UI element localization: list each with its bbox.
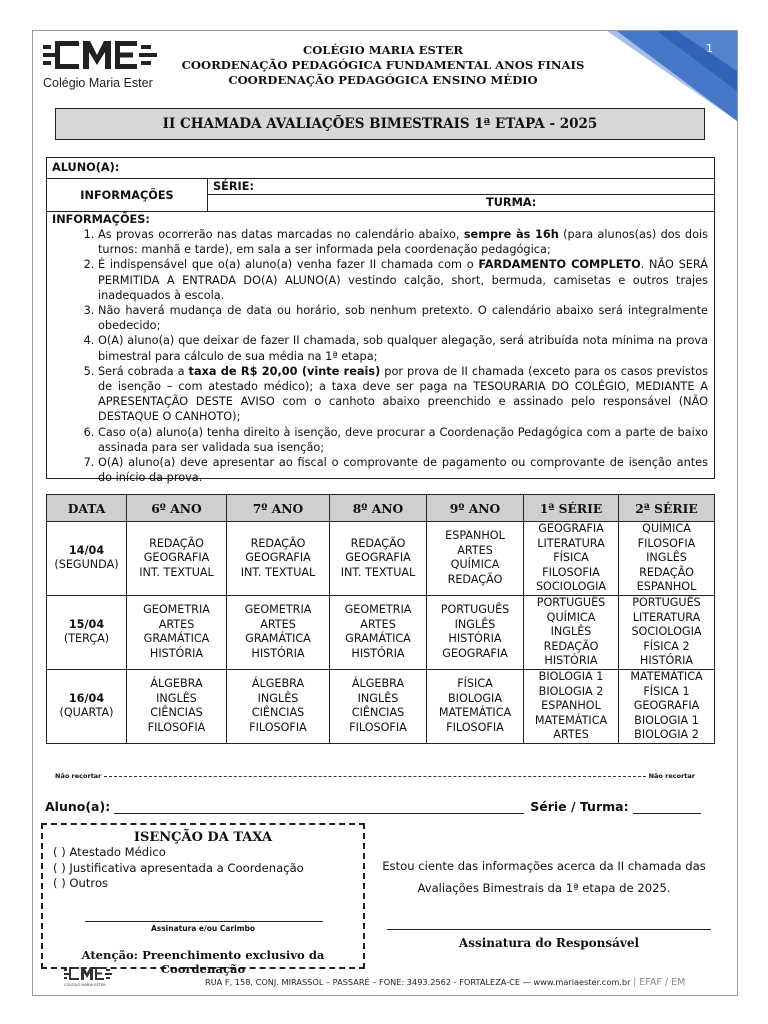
cut-label-right: Não recortar: [648, 772, 695, 780]
info-item: [98, 227, 708, 257]
isencao-option-outros[interactable]: ( ) Outros: [53, 876, 109, 890]
page-number: 1: [706, 42, 713, 55]
schedule-subjects-cell: GEOMETRIA ARTES GRAMÁTICA HISTÓRIA: [227, 595, 330, 669]
stub-aluno-input[interactable]: [114, 802, 524, 814]
document-page: [32, 30, 738, 996]
schedule-row: [47, 595, 715, 669]
info-item-text: Caso o(a) aluno(a) tenha direito à isenção, deve procurar a Coordenação Pedagógica com a parte de baixo assinada para ser validada sua isenção;: [98, 425, 708, 454]
info-item-text: Será cobrada a: [98, 364, 189, 378]
schedule-header-cell: 7º ANO: [227, 495, 330, 522]
responsavel-signature-label: Assinatura do Responsável: [458, 936, 640, 950]
schedule-subjects-cell: ÁLGEBRA INGLÊS CIÊNCIAS FILOSOFIA: [127, 669, 227, 743]
cut-dashes: [104, 776, 645, 777]
schedule-date: 16/04: [68, 691, 105, 705]
info-item-text: O(A) aluno(a) deve apresentar ao fiscal o comprovante de pagamento ou comprovante de isenção antes do início da prova.: [98, 456, 708, 485]
cut-label-left: Não recortar: [55, 772, 102, 780]
ciente-line-2: Avaliações Bimestrais da 1ª etapa de 2025.: [417, 881, 671, 895]
info-item-emphasis: taxa de R$ 20,00 (vinte reais): [188, 364, 381, 378]
schedule-subjects-cell: MATEMÁTICA FÍSICA 1 GEOGRAFIA BIOLOGIA 1 BIOLOGIA 2: [619, 669, 715, 743]
document-header: [163, 43, 603, 87]
schedule-date-cell: [47, 522, 127, 596]
schedule-header-row: [47, 495, 715, 522]
info-item-text: . NÃO SERÁ PERMITIDA A ENTRADA DO(A) ALUNO(A) vestindo calção, short, bermuda, camisetas e outros trajes inadequados à escola.: [98, 258, 709, 302]
isencao-signature-label: Assinatura e/ou Carimbo: [150, 924, 256, 933]
schedule-subjects-cell: QUÍMICA FILOSOFIA INGLÊS REDAÇÃO ESPANHOL: [619, 522, 715, 596]
schedule-header-cell: 2ª SÉRIE: [619, 495, 715, 522]
footer-logo: [63, 967, 113, 987]
schedule-subjects-cell: BIOLOGIA 1 BIOLOGIA 2 ESPANHOL MATEMÁTICA ARTES: [524, 669, 619, 743]
schedule-row: [47, 522, 715, 596]
info-item: [98, 257, 708, 303]
header-line-1: COLÉGIO MARIA ESTER: [302, 43, 463, 57]
schedule-subjects-cell: GEOMETRIA ARTES GRAMÁTICA HISTÓRIA: [127, 595, 227, 669]
info-item-text: por prova de II chamada (exceto para os casos previstos de isenção – com atestado médico); a taxa deve ser paga na TESOURARIA DO COLÉGIO, MEDIANTE A APRESENTAÇÃO DESTE AVISO com o canhoto abaixo preenchido e assinado pelo responsável (NÃO DESTAQUE O CANHOTO);: [98, 364, 709, 424]
schedule-subjects-cell: ÁLGEBRA INGLÊS CIÊNCIAS FILOSOFIA: [227, 669, 330, 743]
footer-tag: | EFAF / EM: [633, 977, 686, 988]
isencao-signature-line[interactable]: [85, 921, 323, 922]
informacoes-label: INFORMAÇÕES: [47, 179, 208, 211]
serie-field[interactable]: SÉRIE:: [208, 179, 714, 195]
student-info-box: [46, 157, 715, 485]
info-item-text: (para alunos(as) dos dois turnos: manhã e tarde), em sala a ser informada pela coordenação pedagógica;: [98, 228, 709, 257]
info-heading: INFORMAÇÕES:: [52, 213, 150, 226]
schedule-header-cell: 9º ANO: [427, 495, 524, 522]
isencao-option-atestado[interactable]: ( ) Atestado Médico: [53, 845, 166, 859]
isencao-box: [41, 823, 365, 976]
info-item-emphasis: sempre às 16h: [463, 228, 559, 241]
info-item-emphasis: FARDAMENTO COMPLETO: [478, 258, 641, 272]
isencao-option-justificativa[interactable]: ( ) Justificativa apresentada a Coordenação: [53, 860, 304, 875]
turma-field[interactable]: TURMA:: [486, 196, 537, 209]
schedule-subjects-cell: PORTUGUÊS INGLÊS HISTÓRIA GEOGRAFIA: [427, 595, 524, 669]
document-title: II CHAMADA AVALIAÇÕES BIMESTRAIS 1ª ETAPA - 2025: [55, 108, 705, 140]
info-item: [98, 364, 708, 425]
schedule-header-cell: 6º ANO: [127, 495, 227, 522]
cut-line: [55, 772, 695, 780]
schedule-weekday: (QUARTA): [59, 706, 114, 720]
info-item: [98, 455, 708, 485]
schedule-subjects-cell: GEOGRAFIA LITERATURA FÍSICA FILOSOFIA SOCIOLOGIA: [524, 522, 619, 596]
schedule-header-cell: DATA: [47, 495, 127, 522]
info-item-text: É indispensável que o(a) aluno(a) venha fazer II chamada com o: [98, 258, 479, 272]
schedule-weekday: (SEGUNDA): [54, 558, 119, 572]
header-line-2: COORDENAÇÃO PEDAGÓGICA FUNDAMENTAL ANOS FINAIS: [181, 57, 585, 72]
schedule-subjects-cell: ESPANHOL ARTES QUÍMICA REDAÇÃO: [427, 522, 524, 596]
schedule-weekday: (TERÇA): [63, 632, 110, 646]
schedule-date: 15/04: [68, 617, 105, 631]
stub-student-line: [45, 799, 725, 814]
header-line-3: COORDENAÇÃO PEDAGÓGICA ENSINO MÉDIO: [228, 72, 538, 87]
footer-address: RUA F, 158, CONJ. MIRASSOL – PASSARÉ – FONE: 3493.2562 - FORTALEZA-CE — www.mariaester.com.br: [205, 977, 631, 987]
info-item: [98, 425, 708, 455]
exam-schedule-table: [46, 494, 715, 744]
schedule-subjects-cell: PORTUGUÊS LITERATURA SOCIOLOGIA FÍSICA 2 HISTÓRIA: [619, 595, 715, 669]
info-item-text: As provas ocorrerão nas datas marcadas no calendário abaixo,: [98, 228, 464, 241]
info-item-text: Não haverá mudança de data ou horário, sob nenhum pretexto. O calendário abaixo será integralmente obedecido;: [98, 304, 708, 333]
schedule-subjects-cell: FÍSICA BIOLOGIA MATEMÁTICA FILOSOFIA: [427, 669, 524, 743]
stub-aluno-label: Aluno(a):: [45, 799, 111, 814]
schedule-subjects-cell: GEOMETRIA ARTES GRAMÁTICA HISTÓRIA: [330, 595, 427, 669]
schedule-row: [47, 669, 715, 743]
ciente-statement: [375, 855, 713, 899]
info-item-text: O(A) aluno(a) que deixar de fazer II chamada, sob qualquer alegação, será atribuída nota mínima na prova bimestral para cálculo de sua média na 1ª etapa;: [98, 334, 708, 363]
info-item: [98, 303, 708, 333]
schedule-subjects-cell: PORTUGUÊS QUÍMICA INGLÊS REDAÇÃO HISTÓRIA: [524, 595, 619, 669]
schedule-date: 14/04: [68, 543, 105, 557]
schedule-date-cell: [47, 595, 127, 669]
schedule-subjects-cell: REDAÇÃO GEOGRAFIA INT. TEXTUAL: [330, 522, 427, 596]
footer-logo-text: COLÉGIO MARIA ESTER: [64, 983, 106, 987]
schedule-header-cell: 1ª SÉRIE: [524, 495, 619, 522]
aluno-field[interactable]: ALUNO(A):: [47, 158, 714, 179]
info-list: [47, 227, 714, 485]
schedule-subjects-cell: ÁLGEBRA INGLÊS CIÊNCIAS FILOSOFIA: [330, 669, 427, 743]
footer: [205, 977, 685, 988]
schedule-date-cell: [47, 669, 127, 743]
isencao-attention: Atenção: Preenchimento exclusivo da Coordenação: [81, 948, 325, 976]
school-logo: [41, 39, 161, 99]
schedule-header-cell: 8º ANO: [330, 495, 427, 522]
isencao-title: ISENÇÃO DA TAXA: [133, 830, 273, 845]
info-item: [98, 333, 708, 363]
schedule-subjects-cell: REDAÇÃO GEOGRAFIA INT. TEXTUAL: [127, 522, 227, 596]
stub-serie-turma-input[interactable]: [633, 802, 701, 814]
logo-caption: Colégio Maria Ester: [43, 76, 153, 90]
stub-serie-turma-label: Série / Turma:: [530, 799, 629, 814]
responsavel-signature-line[interactable]: [387, 929, 711, 930]
ciente-line-1: Estou ciente das informações acerca da II chamada das: [382, 859, 706, 873]
schedule-subjects-cell: REDAÇÃO GEOGRAFIA INT. TEXTUAL: [227, 522, 330, 596]
